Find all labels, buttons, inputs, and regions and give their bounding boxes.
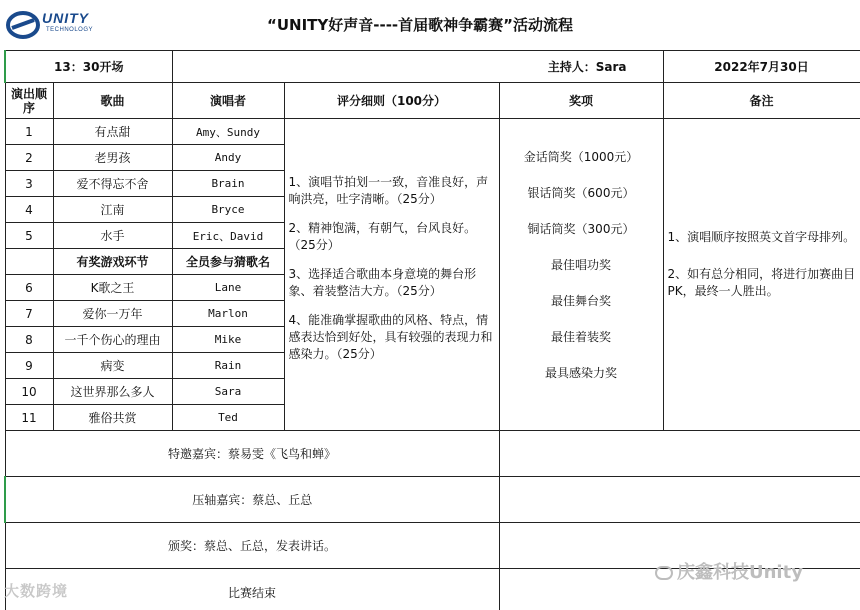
row-song: 老男孩 xyxy=(53,145,172,171)
row-singer: Eric、David xyxy=(172,223,284,249)
footer-row xyxy=(5,431,860,477)
award-item: 最佳着装奖 xyxy=(551,329,612,344)
criteria-item: 4、能准确掌握歌曲的风格、特点，情感表达恰到好处，具有较强的表现力和感染力。（25分） xyxy=(288,313,493,361)
award-item: 金话筒奖（1000元） xyxy=(523,149,639,164)
header-song: 歌曲 xyxy=(53,83,172,119)
logo-brand: UNITY xyxy=(42,10,89,26)
blank-cell xyxy=(499,431,860,477)
row-no xyxy=(5,249,53,275)
criteria-item: 1、演唱节拍划一一致，音准良好，声响洪亮，吐字清晰。（25分） xyxy=(288,175,489,206)
row-no: 1 xyxy=(5,119,53,145)
row-song: 有奖游戏环节 xyxy=(53,249,172,275)
row-singer: Andy xyxy=(172,145,284,171)
unity-logo xyxy=(6,8,106,42)
award-item: 铜话筒奖（300元） xyxy=(527,221,635,236)
row-singer: Ted xyxy=(172,405,284,431)
row-singer: Lane xyxy=(172,275,284,301)
date: 2022年7月30日 xyxy=(663,51,860,83)
host: 主持人：Sara xyxy=(172,51,663,83)
row-no: 5 xyxy=(5,223,53,249)
header-row xyxy=(5,83,860,119)
row-no: 6 xyxy=(5,275,53,301)
header-criteria: 评分细则（100分） xyxy=(284,83,499,119)
header-awards: 奖项 xyxy=(499,83,663,119)
remark-item: 2、如有总分相同，将进行加赛曲目PK，最终一人胜出。 xyxy=(667,267,856,298)
row-song: 一千个伤心的理由 xyxy=(53,327,172,353)
wechat-icon xyxy=(655,566,673,580)
row-no: 3 xyxy=(5,171,53,197)
row-singer: Rain xyxy=(172,353,284,379)
remarks-cell xyxy=(663,119,860,431)
row-song: 这世界那么多人 xyxy=(53,379,172,405)
header-order: 演出顺序 xyxy=(5,83,53,119)
row-no: 9 xyxy=(5,353,53,379)
row-no: 11 xyxy=(5,405,53,431)
watermark-right-text: 庆鑫科技Unity xyxy=(677,562,803,583)
row-no: 7 xyxy=(5,301,53,327)
guest-line: 特邀嘉宾：蔡易雯《飞鸟和蝉》 xyxy=(5,431,499,477)
criteria-item: 3、选择适合歌曲本身意境的舞台形象、着装整洁大方。（25分） xyxy=(288,267,477,298)
footer-row xyxy=(5,477,860,523)
end-line: 比赛结束 xyxy=(5,569,499,610)
award-item: 最佳唱功奖 xyxy=(551,257,612,272)
row-no: 2 xyxy=(5,145,53,171)
criteria-cell xyxy=(284,119,499,431)
blank-cell xyxy=(499,477,860,523)
row-song: 病变 xyxy=(53,353,172,379)
remark-item: 1、演唱顺序按照英文首字母排列。 xyxy=(667,230,856,244)
row-song: 爱你一万年 xyxy=(53,301,172,327)
row-singer: Amy、Sundy xyxy=(172,119,284,145)
logo-sub: TECHNOLOGY xyxy=(46,27,94,33)
row-no: 10 xyxy=(5,379,53,405)
row-singer: Brain xyxy=(172,171,284,197)
unity-logo-icon xyxy=(6,8,40,42)
watermark-right xyxy=(655,558,803,584)
header-remarks: 备注 xyxy=(663,83,860,119)
row-song: 有点甜 xyxy=(53,119,172,145)
row-singer: Bryce xyxy=(172,197,284,223)
page-title: “UNITY好声音----首届歌神争霸赛”活动流程 xyxy=(266,16,574,34)
finale-line: 压轴嘉宾：蔡总、丘总 xyxy=(5,477,499,523)
table-row xyxy=(5,119,860,145)
awards-cell xyxy=(499,119,663,431)
row-song: 爱不得忘不舍 xyxy=(53,171,172,197)
program-table xyxy=(4,50,860,610)
row-song: K歌之王 xyxy=(53,275,172,301)
row-singer: Marlon xyxy=(172,301,284,327)
watermark-left-text: 大数跨境 xyxy=(4,582,69,600)
row-song: 江南 xyxy=(53,197,172,223)
award-item: 最具感染力奖 xyxy=(545,365,618,380)
row-no: 8 xyxy=(5,327,53,353)
row-singer: 全员参与猜歌名 xyxy=(172,249,284,275)
award-item: 银话筒奖（600元） xyxy=(527,185,635,200)
info-row xyxy=(5,51,860,83)
start-time: 13：30开场 xyxy=(5,51,172,83)
row-no: 4 xyxy=(5,197,53,223)
header-singer: 演唱者 xyxy=(172,83,284,119)
row-singer: Sara xyxy=(172,379,284,405)
title-bar xyxy=(0,0,860,50)
row-song: 雅俗共赏 xyxy=(53,405,172,431)
row-song: 水手 xyxy=(53,223,172,249)
criteria-item: 2、精神饱满，有朝气，台风良好。（25分） xyxy=(288,221,477,252)
award-line: 颁奖：蔡总、丘总，发表讲话。 xyxy=(5,523,499,569)
row-singer: Mike xyxy=(172,327,284,353)
watermark-left xyxy=(4,580,68,601)
award-item: 最佳舞台奖 xyxy=(551,293,612,308)
